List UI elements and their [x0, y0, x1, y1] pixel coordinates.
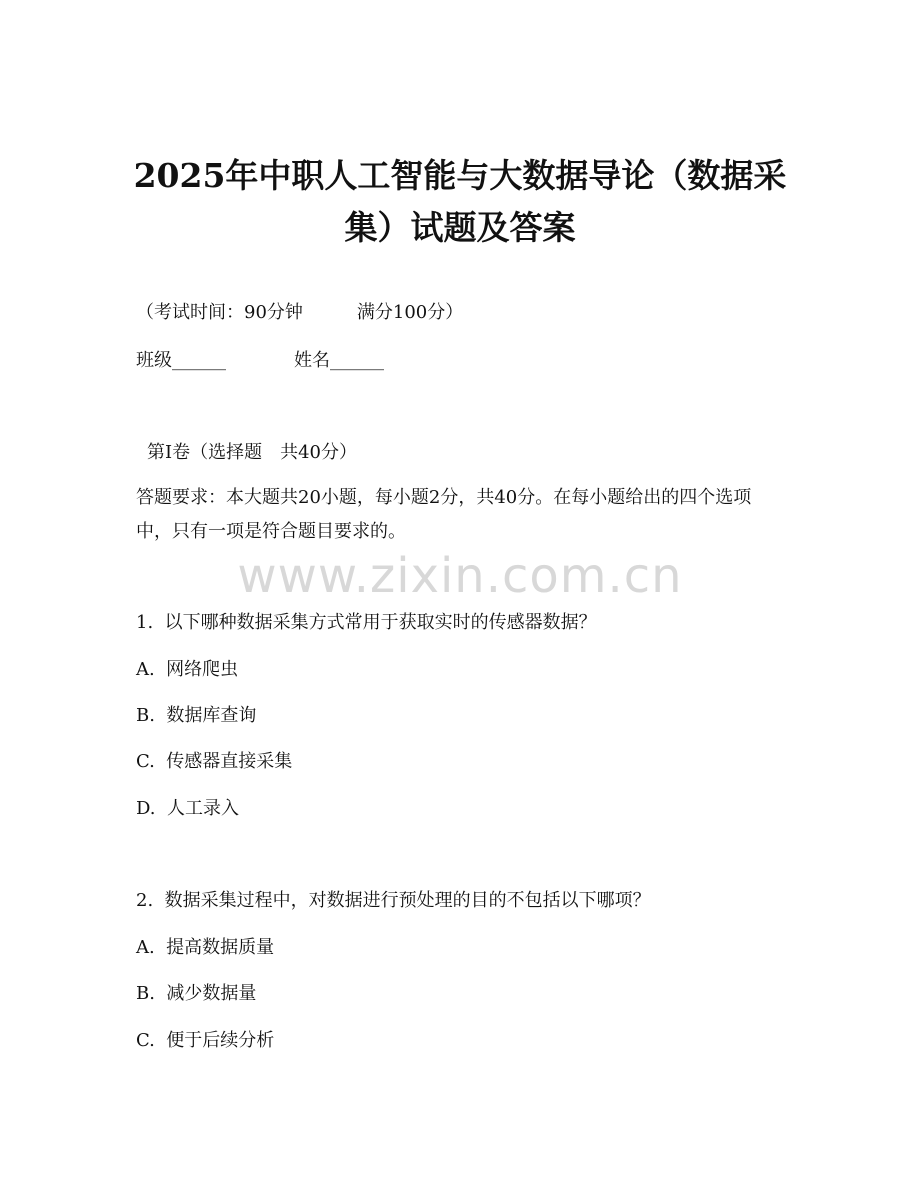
option-b: B. 数据库查询 [136, 705, 257, 726]
instructions: 答题要求：本大题共20小题，每小题2分，共40分。在每小题给出的四个选项中，只有一项是符合题目要求的。 [136, 487, 752, 542]
watermark: www.zixin.com.cn [237, 548, 683, 604]
question-stem: 1. 以下哪种数据采集方式常用于获取实时的传感器数据？ [136, 612, 597, 633]
option-b: B. 减少数据量 [136, 983, 257, 1004]
option-c: C. 传感器直接采集 [136, 751, 293, 772]
exam-info: （考试时间：90分钟 满分100分） [136, 302, 464, 323]
option-a: A. 网络爬虫 [136, 659, 239, 680]
option-d: D. 人工录入 [136, 798, 239, 819]
question-stem: 2. 数据采集过程中，对数据进行预处理的目的不包括以下哪项？ [136, 890, 651, 911]
option-c: C. 便于后续分析 [136, 1030, 275, 1051]
section-title: 第Ⅰ卷（选择题 共40分） [147, 442, 358, 463]
class-field-label: 班级______ [136, 350, 226, 371]
document-title: 2025年中职人工智能与大数据导论（数据采集）试题及答案 [133, 156, 787, 247]
name-field-label: 姓名______ [294, 350, 384, 371]
option-a: A. 提高数据质量 [136, 937, 275, 958]
